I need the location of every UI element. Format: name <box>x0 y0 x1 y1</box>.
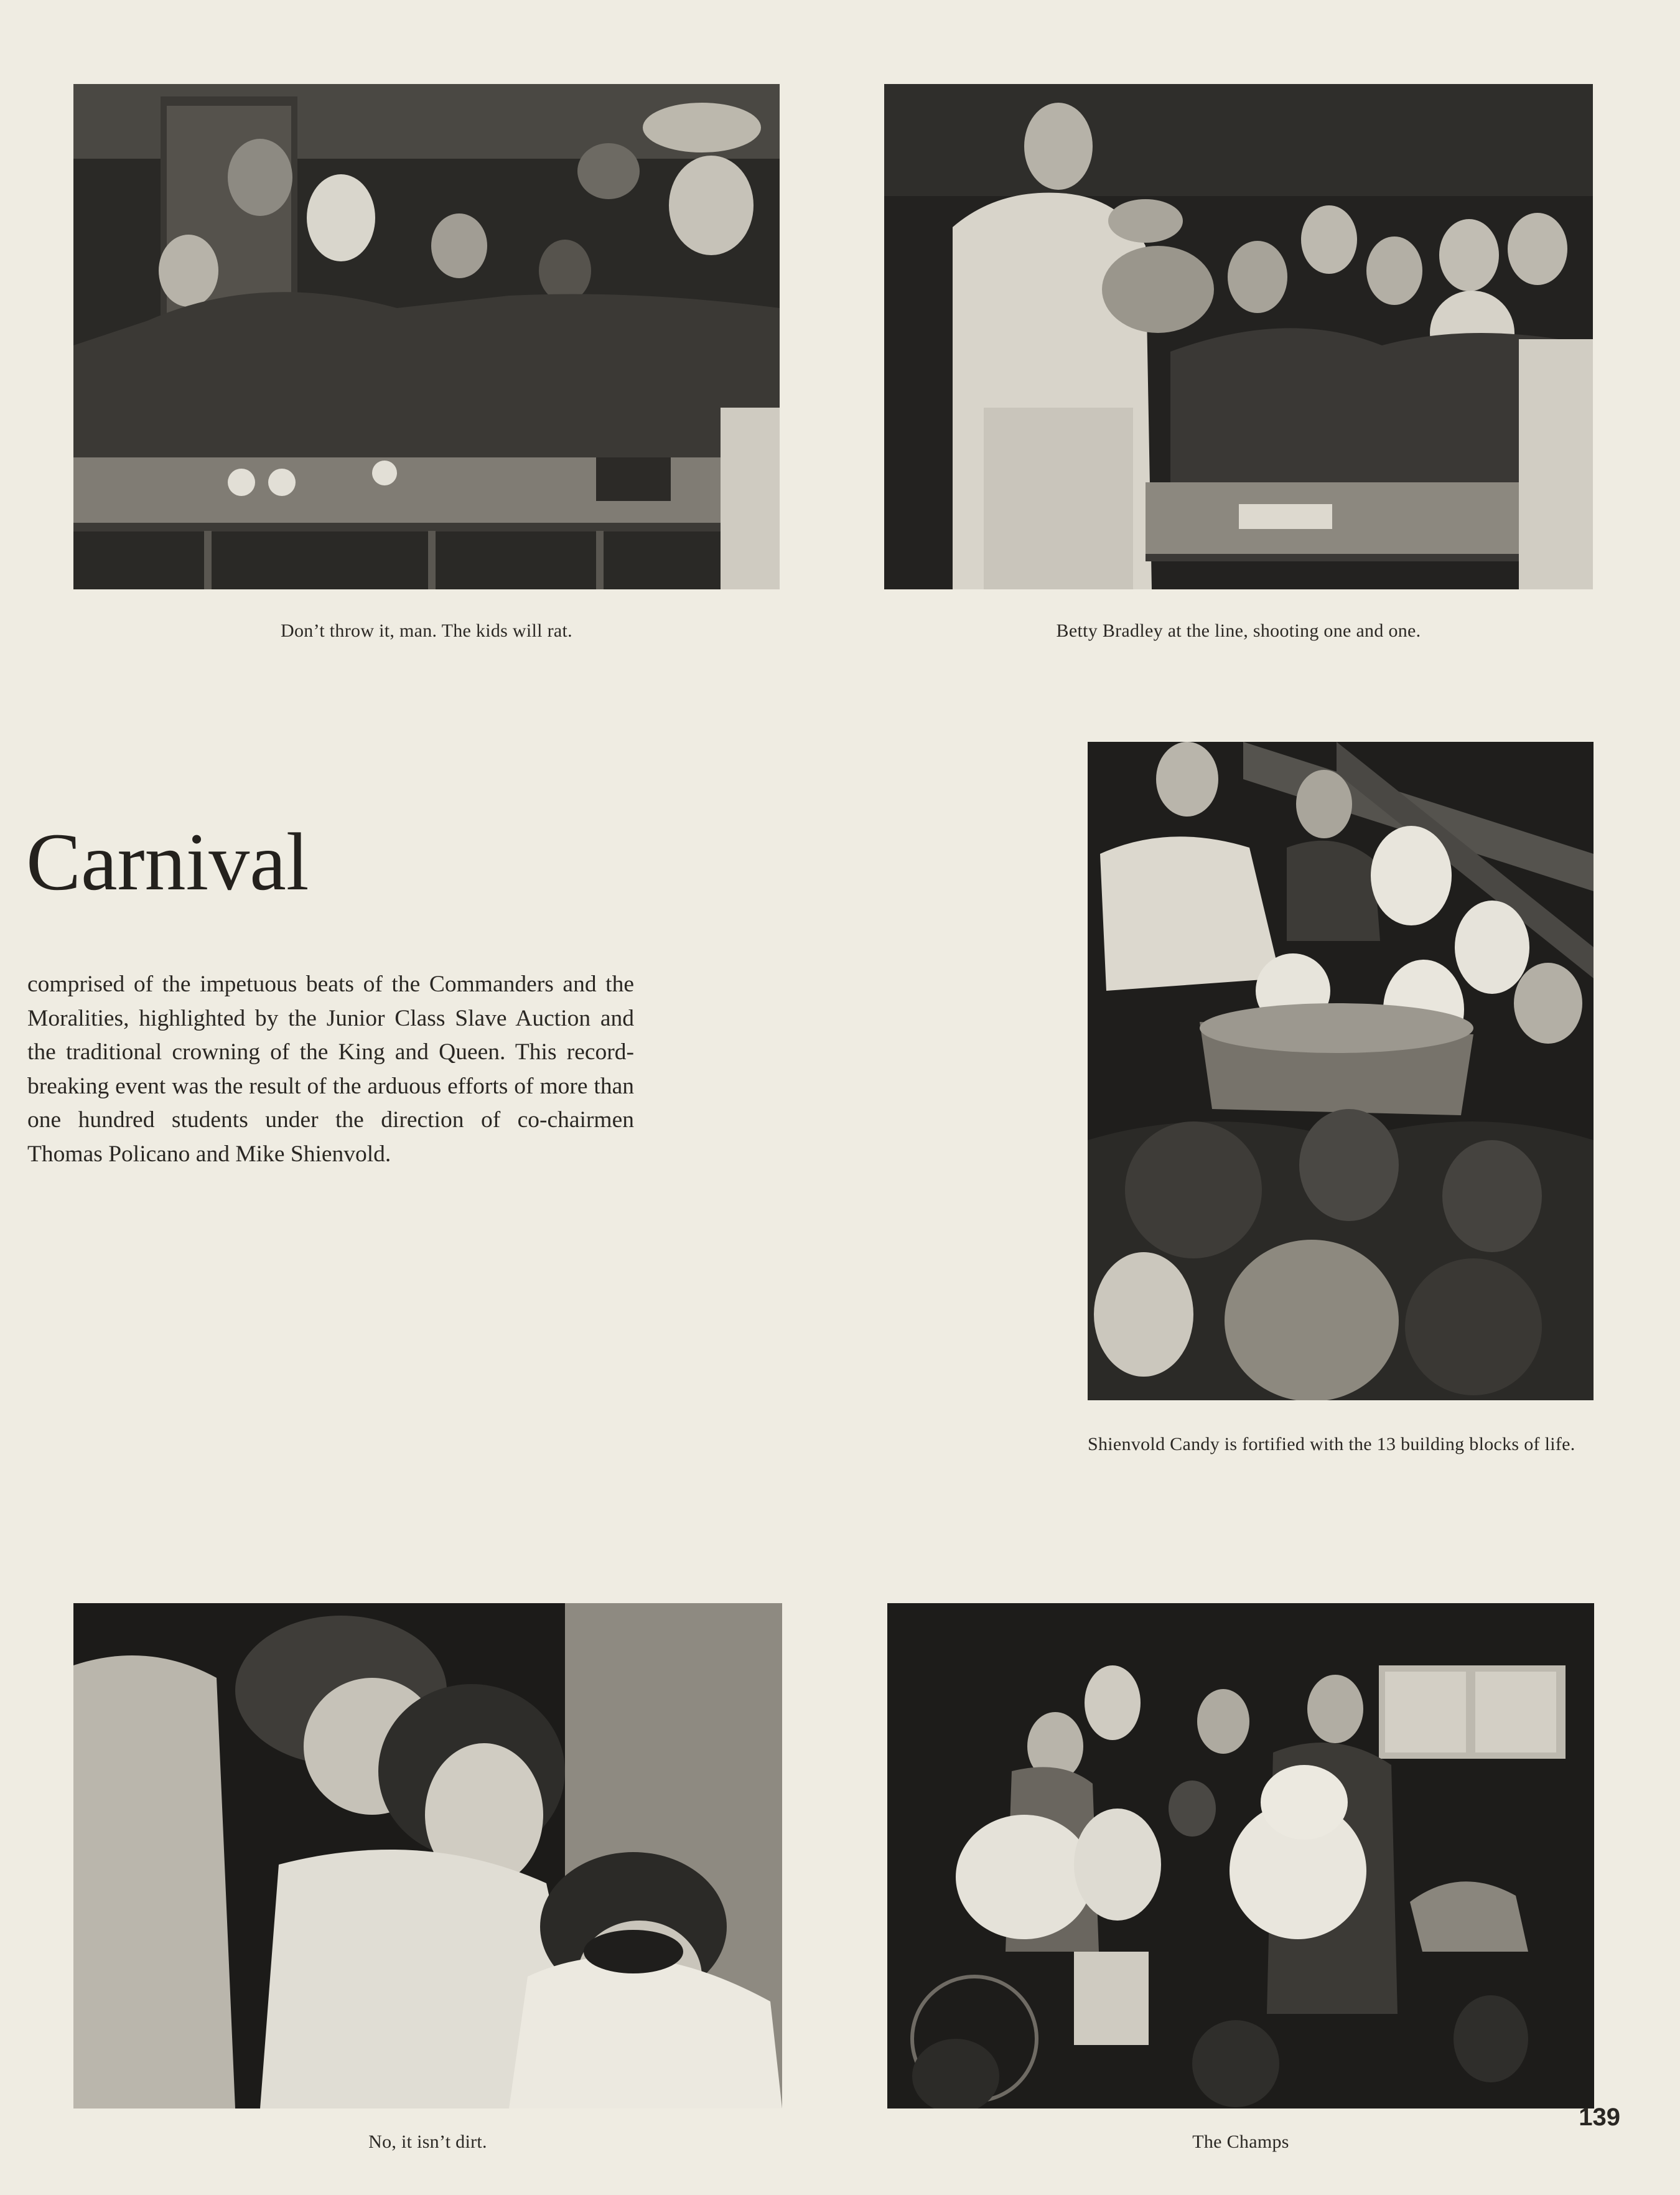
caption-photo-4: No, it isn’t dirt. <box>368 2132 487 2152</box>
article-body: comprised of the impetuous beats of the Commanders and the Moralities, highlighted by the Junior Class Slave Auction and the traditional crowning of the King and Queen. This record-breaking event was the result of the arduous efforts of more than one hundred students under the direction of co-chairmen Thomas Policano and Mike Shienvold. <box>27 971 634 1167</box>
photo-betty-bradley-image <box>884 84 1593 589</box>
photo-kids-at-booth-image <box>73 84 780 589</box>
photo-cotton-candy-image <box>1088 742 1594 1400</box>
photo-girls-laughing <box>73 1603 782 2108</box>
article-title: Carnival <box>26 816 309 907</box>
caption-photo-1: Don’t throw it, man. The kids will rat. <box>281 620 572 641</box>
caption-photo-3: Shienvold Candy is fortified with the 13 building blocks of life. <box>1088 1434 1575 1454</box>
caption-photo-2: Betty Bradley at the line, shooting one and one. <box>1056 620 1421 641</box>
photo-the-champs-image <box>887 1603 1594 2108</box>
photo-cotton-candy <box>1088 742 1594 1400</box>
photo-girls-laughing-image <box>73 1603 782 2108</box>
page-number: 139 <box>1579 2104 1620 2131</box>
photo-betty-bradley <box>884 84 1593 589</box>
caption-photo-5: The Champs <box>1192 2132 1289 2152</box>
photo-kids-at-booth <box>73 84 780 589</box>
photo-the-champs <box>887 1603 1594 2108</box>
